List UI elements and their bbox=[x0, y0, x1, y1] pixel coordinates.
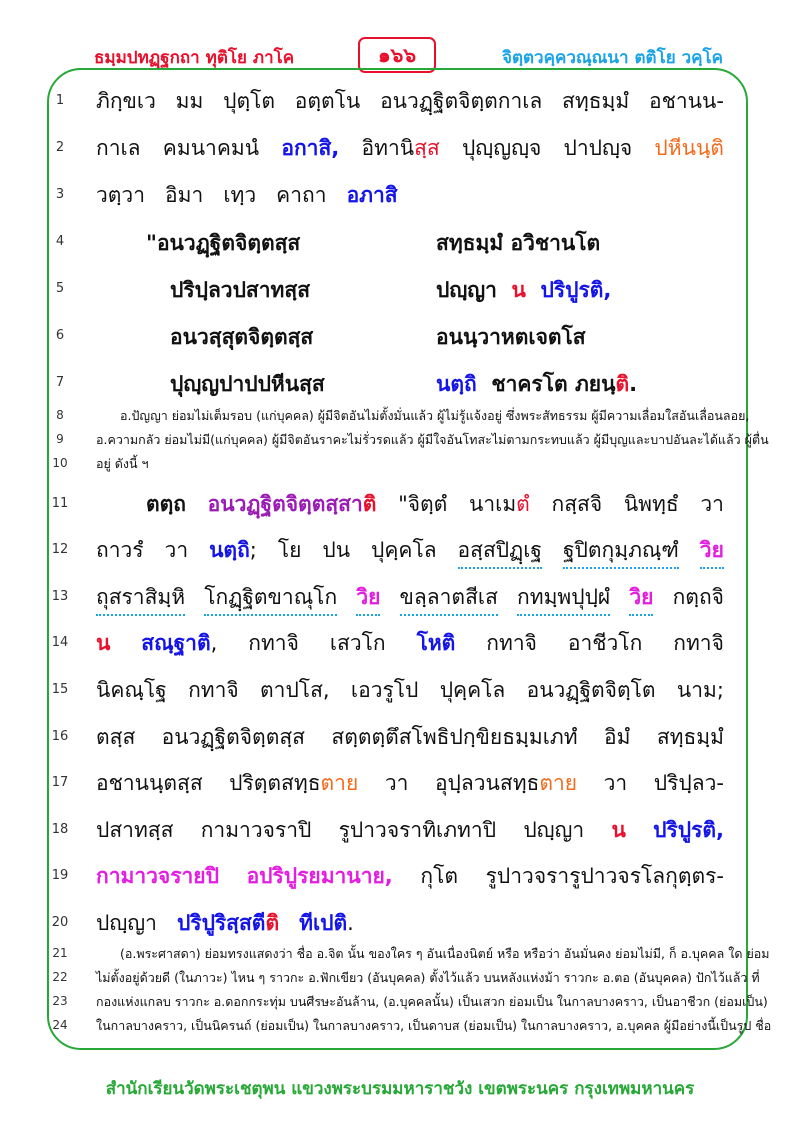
word: ปุตฺโต bbox=[223, 89, 275, 113]
highlighted-word: ปหีนนฺติ bbox=[654, 136, 724, 160]
highlighted-word: วิย bbox=[629, 581, 653, 616]
underlined-word: ขลฺลาตสีเส bbox=[400, 581, 498, 616]
line-number: 17 bbox=[51, 775, 69, 790]
line-number: 15 bbox=[51, 682, 69, 697]
word: ถาวรํ bbox=[96, 538, 144, 562]
word: ปุคฺคโล bbox=[439, 678, 506, 702]
word bbox=[435, 767, 577, 800]
word-part: ทีเปติ bbox=[299, 911, 348, 935]
text-line-15 bbox=[96, 674, 724, 707]
footer-institution: สำนักเรียนวัดพระเชตุพน แขวงพระบรมมหาราชวัง เขตพระนคร กรุงเทพมหานคร bbox=[105, 1079, 695, 1099]
word: กุโต bbox=[420, 864, 459, 888]
word bbox=[208, 488, 377, 521]
highlighted-word: กามาวจรายปิ bbox=[96, 864, 219, 888]
highlighted-word: นตฺถิ bbox=[436, 372, 477, 396]
word: ปุคฺคโล bbox=[371, 538, 437, 562]
word: สทฺธมฺมํ bbox=[656, 725, 724, 749]
word: ปญฺญา bbox=[436, 278, 497, 302]
verse-line-2b bbox=[436, 274, 611, 307]
word: กทาจิ bbox=[188, 678, 239, 702]
word: วา bbox=[700, 492, 724, 516]
word: กทาจิ bbox=[248, 631, 299, 655]
text-line-17 bbox=[96, 767, 724, 800]
word: ปริปฺลว- bbox=[653, 771, 724, 795]
word: อนวฏฺฐิตจิตฺโต bbox=[526, 678, 656, 702]
word: อิมา bbox=[165, 183, 204, 207]
word: มม bbox=[175, 89, 204, 113]
word bbox=[361, 132, 439, 165]
word: กทาจิ bbox=[673, 631, 724, 655]
highlighted-word: โหติ bbox=[416, 631, 456, 655]
line-number: 12 bbox=[51, 542, 69, 557]
highlighted-word: อภาสิ bbox=[346, 183, 398, 207]
word-part: สฺส bbox=[414, 136, 440, 160]
translation-line-23: กองแห่งแกลบ ราวกะ อ.ดอกกระทุ่ม บนศีรษะอันล้าน, (อ.บุคคลนั้น) เป็นเสวก ย่อมเป็น ในกาลบางคราว, เป็นอาชีวก (ย่อมเป็น) bbox=[96, 994, 768, 1009]
highlighted-word: วิย bbox=[356, 581, 380, 616]
line-number: 14 bbox=[51, 635, 69, 650]
highlighted-word: อกาสิ, bbox=[281, 136, 340, 160]
word-part: ติ bbox=[362, 492, 377, 516]
word-part: ติ bbox=[265, 911, 280, 935]
underlined-word: ฐปิตกุมฺภณฺฑํ bbox=[563, 534, 679, 569]
word: เทฺว bbox=[223, 183, 257, 207]
line-number: 20 bbox=[51, 915, 69, 930]
highlighted-word: วิย bbox=[700, 534, 724, 569]
word: ปน bbox=[322, 538, 351, 562]
line-number: 13 bbox=[51, 589, 69, 604]
highlighted-word: น bbox=[611, 818, 626, 842]
word: สตฺตตฺตึสโพธิปกฺขิยธมฺมเภทํ bbox=[331, 725, 578, 749]
highlighted-word: น bbox=[511, 278, 526, 302]
word: อนวฏฺฐิตจิตฺตกาเล bbox=[380, 89, 543, 113]
line-number: 8 bbox=[56, 408, 64, 422]
word: กาเล bbox=[96, 136, 141, 160]
word-part: ตํ bbox=[516, 492, 530, 516]
translation-line-21: (อ.พระศาสดา) ย่อมทรงแสดงว่า ชื่อ อ.จิต นั้น ของใคร ๆ อันเนื่องนิตย์ หรือ หรือว่า อันมั่นคง ย่อมไม่มี, ก็ อ.บุคคล ใด ย่อม bbox=[120, 946, 770, 961]
underlined-word: โกฏฺฐิตขาณุโก bbox=[204, 581, 337, 616]
line-number: 23 bbox=[52, 994, 68, 1008]
word: รูปาวจรารูปาวจรโลกุตฺตร- bbox=[485, 864, 724, 888]
verse-line-4b bbox=[436, 368, 637, 401]
line-number: 2 bbox=[55, 140, 65, 155]
underlined-word: ถุสราสิมฺหิ bbox=[96, 581, 185, 616]
header-right-title: จิตฺตวคฺควณฺณนา ตติโย วคฺโค bbox=[502, 48, 724, 68]
word-part: นตฺถิ bbox=[209, 538, 250, 562]
text-line-16 bbox=[96, 721, 724, 754]
word: ปุญฺญญฺจ bbox=[461, 136, 542, 160]
line-number: 9 bbox=[56, 432, 64, 446]
word: ปญฺญา bbox=[523, 818, 585, 842]
word: กทาจิ bbox=[486, 631, 537, 655]
word-part: อุปฺลวนสทฺธ bbox=[434, 771, 540, 795]
word: วา bbox=[603, 771, 628, 795]
line-number: 21 bbox=[52, 946, 68, 960]
word: อชานนฺตสฺส bbox=[96, 771, 203, 795]
punctuation: . bbox=[629, 372, 638, 396]
text-line-14 bbox=[96, 627, 724, 660]
word: โย bbox=[277, 538, 302, 562]
underlined-word: กทมฺพปุปฺผํ bbox=[517, 581, 610, 616]
word: วตฺวา bbox=[96, 183, 146, 207]
punctuation: , bbox=[210, 631, 218, 655]
word bbox=[209, 534, 257, 569]
text-line-20 bbox=[96, 907, 724, 940]
word: ชาครโต ภยนฺ bbox=[491, 372, 616, 396]
translation-line-10: อยู่ ดังนี้ ฯ bbox=[96, 456, 149, 471]
line-number: 24 bbox=[52, 1018, 68, 1032]
verse-line-2a: ปริปฺลวปสาทสฺส bbox=[170, 278, 311, 302]
word: คาถา bbox=[276, 183, 327, 207]
verse-line-1a: "อนวฏฺฐิตจิตฺตสฺส bbox=[146, 231, 301, 255]
word: "จิตฺตํ bbox=[398, 492, 448, 516]
word: ตสฺส bbox=[96, 725, 136, 749]
highlighted-word: ปริปูรติ, bbox=[540, 278, 612, 302]
verse-line-1b: สทฺธมฺมํ อวิชานโต bbox=[436, 231, 601, 255]
word-part: อนวฏฺฐิตจิตฺตสฺสา bbox=[207, 492, 363, 516]
word-part: ตาย bbox=[539, 771, 578, 795]
translation-line-9: อ.ความกลัว ย่อมไม่มี(แก่บุคคล) ผู้มีจิตอันราคะไม่รั่วรดแล้ว ผู้มีใจอันโทสะไม่ตามกระทบแล้ว ผู้มีบุญและบาปอันละได้แล้ว ผู้ตื่น bbox=[96, 432, 769, 447]
text-line-11 bbox=[146, 488, 724, 521]
text-line-3 bbox=[96, 179, 724, 212]
line-number: 3 bbox=[55, 187, 65, 202]
text-line-13 bbox=[96, 581, 724, 616]
word-part: อิทานิ bbox=[361, 136, 415, 160]
word-part: นาเม bbox=[469, 492, 517, 516]
verse-line-3a: อนวสฺสุตจิตฺตสฺส bbox=[170, 325, 314, 349]
word: คมนาคมนํ bbox=[162, 136, 260, 160]
punctuation: ; bbox=[249, 538, 257, 562]
word bbox=[299, 911, 354, 935]
word: ตตฺถ bbox=[146, 492, 186, 516]
header-left-title: ธมฺมปทฏฺฐกถา ทุติโย ภาโค bbox=[94, 48, 295, 68]
text-line-18 bbox=[96, 814, 724, 847]
word: ปาปญฺจ bbox=[563, 136, 633, 160]
line-number: 10 bbox=[52, 456, 68, 470]
word: อตฺตโน bbox=[294, 89, 361, 113]
word: ตาปโส, bbox=[260, 678, 330, 702]
line-number: 16 bbox=[51, 729, 69, 744]
word: อิมํ bbox=[603, 725, 631, 749]
verse-line-3b: อนนฺวาหตเจตโส bbox=[436, 325, 586, 349]
word-part: ตาย bbox=[320, 771, 359, 795]
translation-line-24: ในกาลบางคราว, เป็นนิครนถ์ (ย่อมเป็น) ในกาลบางคราว, เป็นดาบส (ย่อมเป็น) ในกาลบางคราว, อ.บุคคล ผู้มีอย่างนี้เป็นรูป ชื่อ bbox=[96, 1018, 772, 1033]
highlighted-word: อปริปูรยมานาย, bbox=[246, 864, 393, 888]
highlighted-word: ปริปูรติ, bbox=[653, 818, 724, 842]
word: วา bbox=[164, 538, 189, 562]
line-number: 22 bbox=[52, 970, 68, 984]
word bbox=[469, 488, 530, 521]
word: ปญฺญา bbox=[96, 911, 157, 935]
text-line-12 bbox=[96, 534, 724, 569]
line-number: 4 bbox=[55, 234, 65, 249]
word: นิพทฺธํ bbox=[623, 492, 679, 516]
word-part: ปริปูริสฺสตี bbox=[176, 911, 266, 935]
line-number: 6 bbox=[55, 328, 65, 343]
word: เอวรูโป bbox=[350, 678, 419, 702]
word bbox=[177, 911, 279, 935]
word: วา bbox=[384, 771, 409, 795]
line-number: 1 bbox=[55, 93, 65, 108]
verse-line-4a: ปุญฺญปาปปหีนสฺส bbox=[170, 372, 325, 396]
word: สทฺธมฺมํ bbox=[562, 89, 630, 113]
page-number: ๑๖๖ bbox=[358, 37, 436, 73]
translation-line-8: อ.ปัญญา ย่อมไม่เต็มรอบ (แก่บุคคล) ผู้มีจิตอันไม่ตั้งมั่นแล้ว ผู้ไม่รู้แจ้งอยู่ ซึ่งพระสัทธรรม ผู้มีความเลื่อมใสอันเลื่อนลอย, bbox=[120, 408, 750, 423]
word: กามาวจราปิ bbox=[200, 818, 312, 842]
punctuation: . bbox=[347, 911, 354, 935]
line-number: 18 bbox=[51, 822, 69, 837]
word: กสฺสจิ bbox=[551, 492, 603, 516]
word: รูปาวจราทิเภทาปิ bbox=[338, 818, 497, 842]
word: อชานน- bbox=[648, 89, 724, 113]
text-line-19 bbox=[96, 860, 724, 893]
word-part: สณฺฐาติ bbox=[141, 631, 211, 655]
word bbox=[229, 767, 358, 800]
word: อาชีวโก bbox=[567, 631, 643, 655]
word: ภิกฺขเว bbox=[96, 89, 156, 113]
word: อนวฏฺฐิตจิตฺตสฺส bbox=[161, 725, 305, 749]
text-line-1 bbox=[96, 85, 724, 118]
line-number: 5 bbox=[55, 281, 65, 296]
word: กตฺถจิ bbox=[672, 585, 724, 609]
word-part: ปริตฺตสทฺธ bbox=[229, 771, 321, 795]
highlighted-word: น bbox=[96, 631, 111, 655]
line-number: 7 bbox=[55, 375, 65, 390]
word: ปสาทสฺส bbox=[96, 818, 174, 842]
word: เสวโก bbox=[329, 631, 386, 655]
text-line-2 bbox=[96, 132, 724, 165]
line-number: 11 bbox=[51, 496, 69, 511]
word bbox=[141, 627, 217, 660]
underlined-word: อสฺสปิฏฺเฐ bbox=[458, 534, 542, 569]
word: นิคณฺโฐ bbox=[96, 678, 167, 702]
line-number: 19 bbox=[51, 868, 69, 883]
word-part: ติ bbox=[615, 372, 630, 396]
word: นาม; bbox=[676, 678, 724, 702]
translation-line-22: ไม่ตั้งอยู่ด้วยดี (ในภาวะ) ไหน ๆ ราวกะ อ.ฟักเขียว (อันบุคคล) ตั้งไว้แล้ว บนหลังแห่งม้า ราวกะ อ.ตอ (อันบุคคล) ปักไว้แล้ว ที่ bbox=[96, 970, 760, 985]
